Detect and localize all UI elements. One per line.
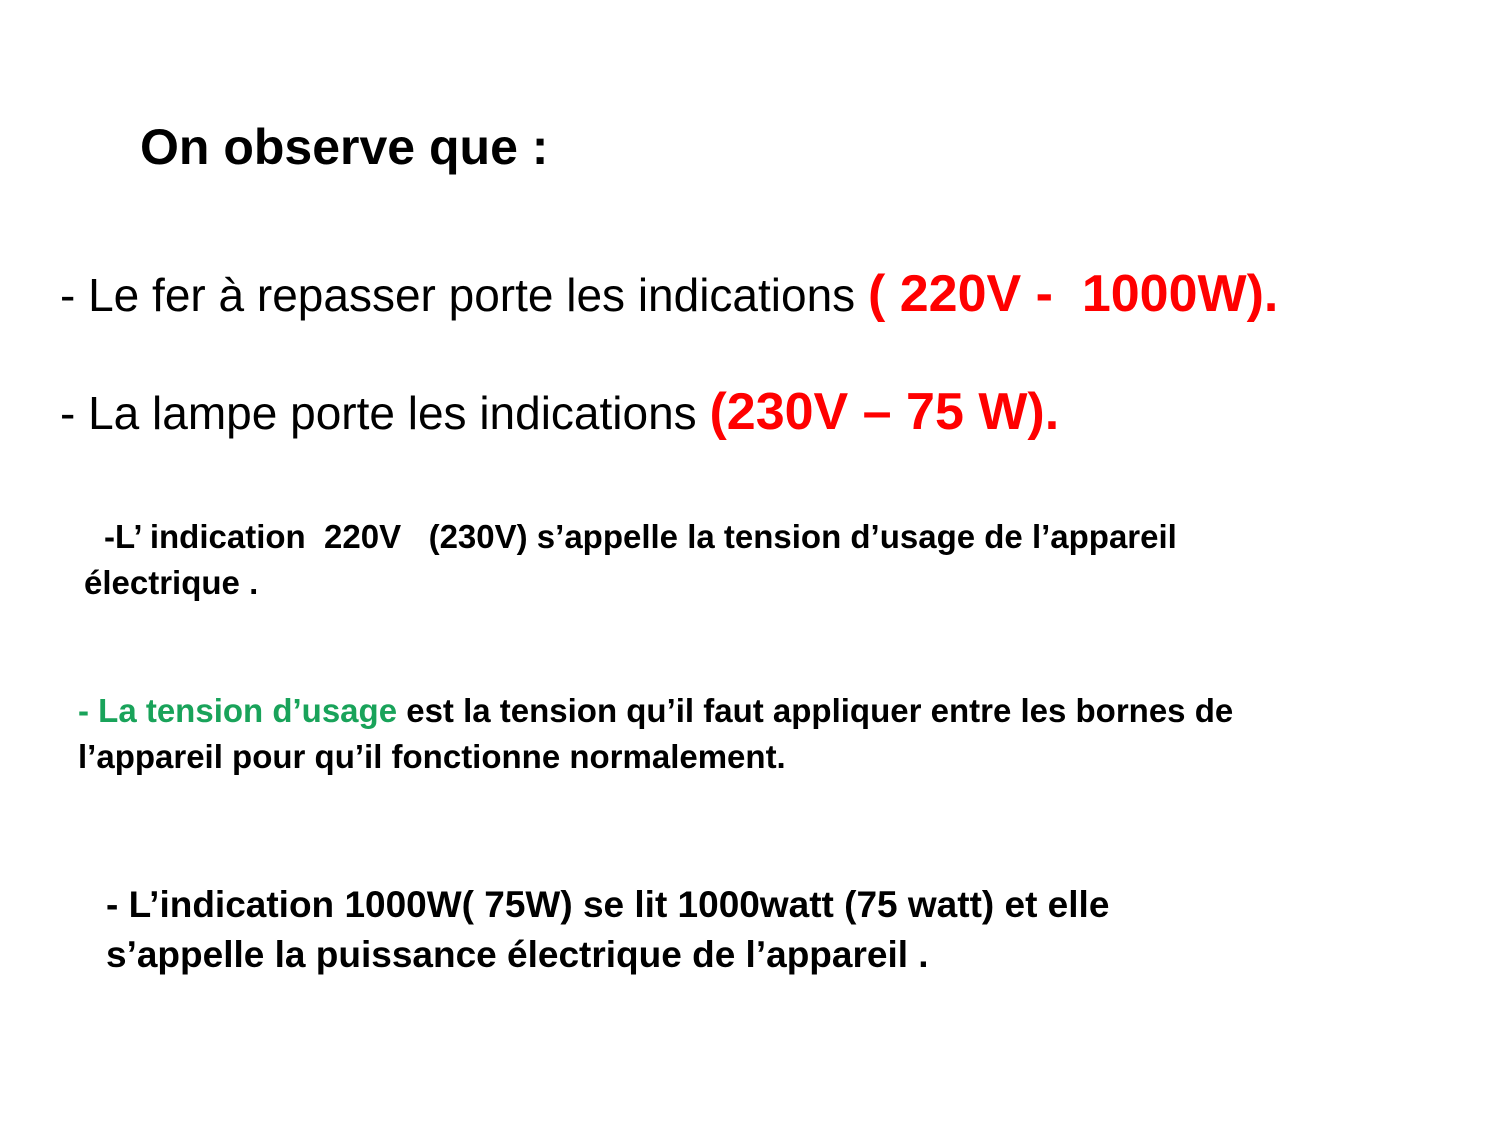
iron-indications-text: - Le fer à repasser porte les indications	[60, 269, 868, 321]
power-paragraph	[106, 880, 1109, 980]
iron-rating-values: ( 220V - 1000W).	[867, 265, 1279, 323]
lamp-indications-line	[60, 382, 1059, 442]
definition-line-2: l’appareil pour qu’il fonctionne normalement.	[78, 738, 786, 775]
slide-title: On observe que :	[140, 119, 549, 175]
usage-voltage-paragraph	[84, 514, 1177, 606]
usage-voltage-definition	[78, 688, 1233, 780]
lamp-indications-text: - La lampe porte les indications	[60, 387, 710, 439]
definition-line-1	[78, 688, 1233, 734]
definition-line-1-rest: est la tension qu’il faut appliquer entre les bornes de	[397, 692, 1234, 729]
lamp-rating-values: (230V – 75 W).	[709, 383, 1060, 441]
power-line-2: s’appelle la puissance électrique de l’appareil .	[106, 934, 929, 975]
definition-term: - La tension d’usage	[78, 692, 398, 729]
iron-indications-line	[60, 264, 1278, 324]
power-line-1: - L’indication 1000W( 75W) se lit 1000watt (75 watt) et elle	[106, 884, 1110, 925]
usage-voltage-line-1: -L’ indication 220V (230V) s’appelle la tension d’usage de l’appareil	[104, 518, 1177, 555]
usage-voltage-line-2: électrique .	[84, 564, 259, 601]
